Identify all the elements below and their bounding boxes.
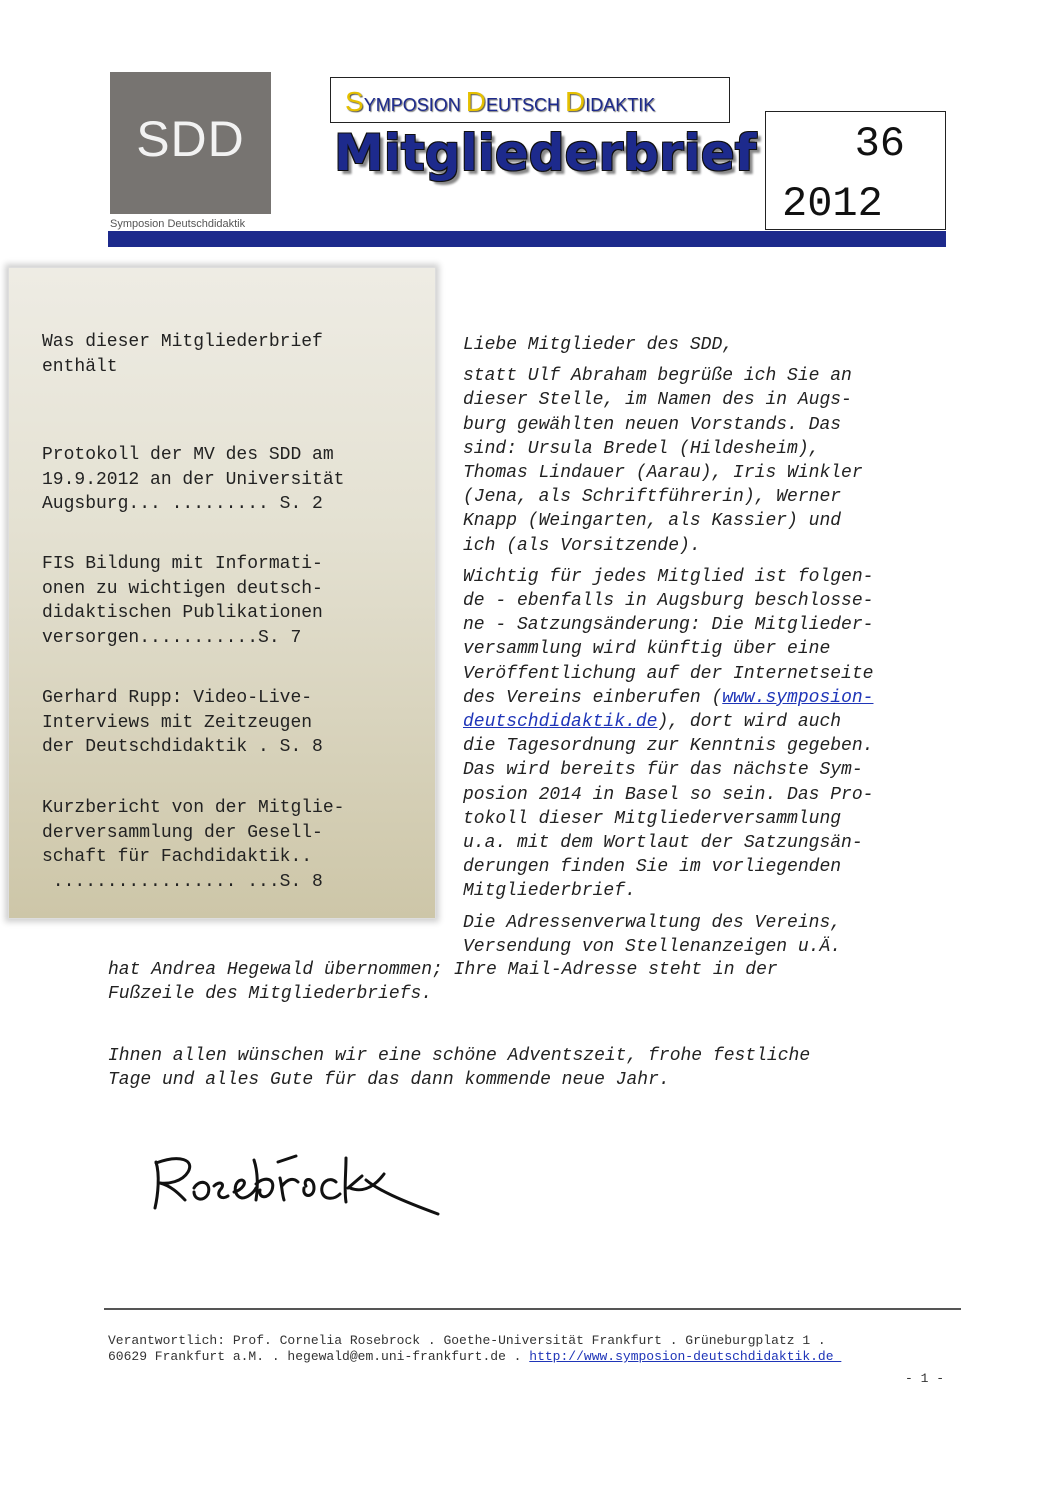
org-banner — [330, 77, 730, 123]
letter-paragraph-continued: hat Andrea Hegewald übernommen; Ihre Mail-Adresse steht in der Fußzeile des Mitgliederbriefs. — [108, 960, 778, 1005]
website-link[interactable]: deutschdidaktik.de — [463, 712, 658, 733]
org-banner-text: SYMPOSION DEUTSCH DIDAKTIK — [345, 86, 656, 117]
website-link[interactable]: www.symposion- — [722, 687, 874, 708]
footer-line: 60629 Frankfurt a.M. . hegewald@em.uni-frankfurt.de . — [108, 1349, 530, 1364]
footer — [108, 1333, 841, 1365]
issue-year: 2012 — [782, 180, 883, 228]
issue-number: 36 — [854, 120, 905, 168]
letter-paragraph: Wichtig für jedes Mitglied ist folgen- de - ebenfalls in Augsburg beschlosse- ne - Satzungsänderung: Die Mitglieder- versammlung wird künftig über eine Veröffentlichung auf der Internetseite des Vereins einberufen (www.symposion- deutschdidaktik.de), dort wird auch die Tagesordnung zur Kenntnis gegeben. Das wird bereits für das nächste Sym- posion 2014 in Basel so sein. Das Pro- tokoll dieser Mitgliederversammlung u.a. mit dem Wortlaut der Satzungsän- derungen finden Sie im vorliegenden Mitgliederbrief. — [463, 566, 874, 902]
issue-box — [765, 111, 946, 230]
footer-website-link[interactable]: http://www.symposion-deutschdidaktik.de — [529, 1349, 842, 1364]
header-rule — [108, 231, 946, 247]
footer-rule — [104, 1308, 961, 1310]
sdd-logo — [108, 70, 273, 230]
letter-paragraph: statt Ulf Abraham begrüße ich Sie an dieser Stelle, im Namen des in Augs- burg gewählten neuen Vorstands. Das sind: Ursula Bredel (Hildesheim), Thomas Lindauer (Aarau), Iris Winkler (Jena, als Schriftführerin), Werner Knapp (Weingarten, als Kassier) und ich (als Vorsitzende). — [463, 366, 863, 556]
logo-text: SDD — [136, 111, 245, 167]
logo-subtitle: Symposion Deutschdidaktik — [110, 218, 246, 230]
sidebar-item: FIS Bildung mit Informati- onen zu wichtigen deutsch- didaktischen Publikationen versorgen...........S. 7 — [42, 554, 323, 648]
footer-line: Verantwortlich: Prof. Cornelia Rosebrock . Goethe-Universität Frankfurt . Grüneburgplatz 1 . — [108, 1333, 826, 1348]
letter-closing: Ihnen allen wünschen wir eine schöne Adventszeit, frohe festliche Tage und alles Gute für das dann kommende neue Jahr. — [108, 1046, 811, 1091]
logo-box — [110, 72, 271, 214]
sidebar-item: Gerhard Rupp: Video-Live- Interviews mit Zeitzeugen der Deutschdidaktik . S. 8 — [42, 688, 323, 757]
sidebar-heading: Was dieser Mitgliederbrief enthält — [42, 332, 323, 377]
page-number: - 1 - — [905, 1371, 945, 1386]
contents-sidebar — [8, 267, 436, 919]
letter-paragraph: Die Adressenverwaltung des Vereins, Versendung von Stellenanzeigen u.Ä. — [463, 912, 842, 957]
sidebar-item: Protokoll der MV des SDD am 19.9.2012 an der Universität Augsburg... ......... S. 2 — [42, 445, 345, 514]
letter-column — [463, 333, 873, 966]
newsletter-title: Mitgliederbrief — [334, 124, 757, 182]
signature-rosebrock — [150, 1150, 450, 1225]
letter-greeting: Liebe Mitglieder des SDD, — [463, 335, 734, 355]
sidebar-item: Kurzbericht von der Mitglie- derversammlung der Gesell- schaft für Fachdidaktik.. ................. ...S. 8 — [42, 798, 345, 892]
